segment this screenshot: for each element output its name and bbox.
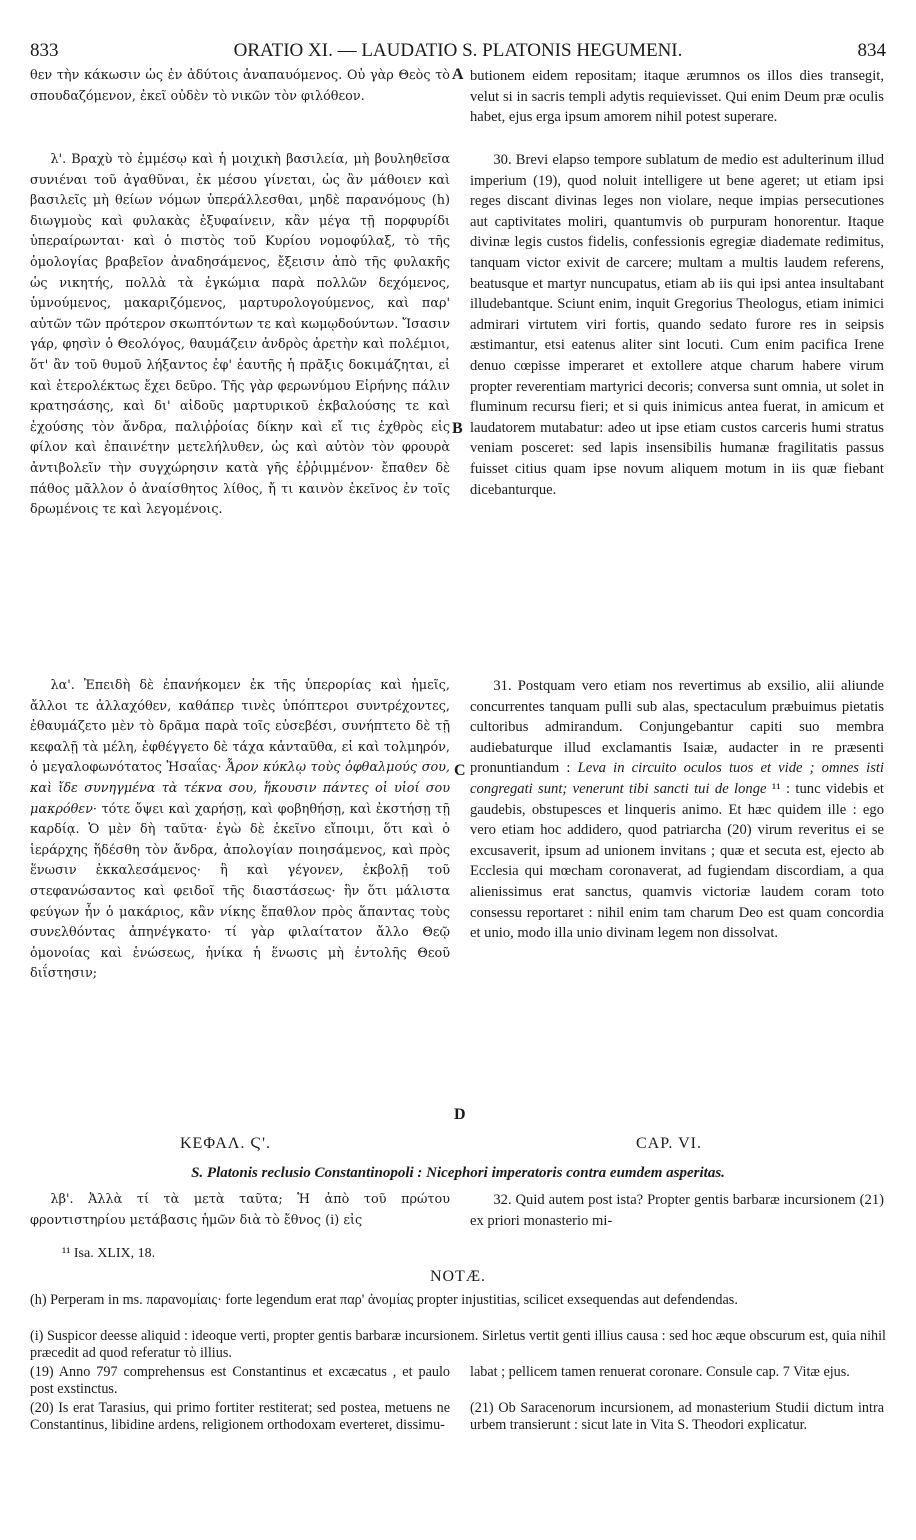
latin-text-31c: ¹¹ : tunc videbis et gaudebis, obstupesces et linqueris animo. Et hæc quidem ille : ego vero etiam hoc addidero, quod patriarcha (20) virum reveritus ei se excusaverit, ipsum ad unionem invitans ; quæ et secuta est, ejecto ab Ecclesia qui mœcham coronaverat, ad fugiendam discordiam, a qua alienissimus erat sanctus, quamvis victoriæ laudem coram toto consessu reportaret : nihil enim tam charum Deo est quam concordia et unio, modo illa unio divinam legem non dissolvat. [470,780,884,942]
chapter-subtitle: S. Platonis reclusio Constantinopoli : Nicephori imperatoris contra eumdem asperitas. [191,1165,725,1181]
latin-paragraph-30 [470,150,884,500]
greek-text-31 [30,676,450,985]
page-header [30,40,886,66]
greek-paragraph-32 [30,1190,450,1231]
latin-text-31 [470,676,884,944]
running-title: ORATIO XI. — LAUDATIO S. PLATONIS HEGUMENI. [233,40,683,61]
note-19-continued: labat ; pellicem tamen renuerat coronare. Consule cap. 7 Vitæ ejus. [470,1364,850,1380]
chapter-heading-latin: CAP. VI. [636,1135,702,1152]
greek-text-1: θεν τὴν κάκωσιν ὡς ἐν ἀδύτοις ἀναπαυόμενος. Οὐ γὰρ Θεὸς τὸ σπουδαζόμενον, ἐκεῖ οὐδὲν τὸ νικῶν τὸν φιλόθεον. [30,68,450,104]
greek-paragraph-31 [30,676,450,985]
note-19: (19) Anno 797 comprehensus est Constantinus et excæcatus , et paulo post exstinctus. [30,1364,450,1397]
scripture-reference: ¹¹ Isa. XLIX, 18. [62,1246,156,1261]
greek-text-31c: τότε ὄψει καὶ χαρήσῃ, καὶ φοβηθήσῃ, καὶ ἐκστήσῃ τῇ καρδίᾳ. Ὁ μὲν δὴ ταῦτα· ἐγὼ δὲ ἐκεῖνο εἴποιμι, ὅτι καὶ ὁ ἱεράρχης ἥδέσθη τὸν ἄνδρα, ἀπολογίαν ποιησάμενος, καὶ πρὸς ἕνωσιν ἐκκαλεσάμενος· ἣ καὶ γέγονεν, ἐκβολῇ τοῦ στεφανώσαντος καὶ φειδοῖ τῆς διαστάσεως· ἣν ὅτι μάλιστα φεύγων ἦν ὁ μακάριος, κἂν νίκης ἔπαθλον πρὸς ἅπαντας τοὺς συνελθόντας ἀπηνέγκατο· τί γὰρ φιλαίτατον ἄλλο Θεῷ ὁμονοίας καὶ ἑνώσεως, ἡνίκα ἡ ἕνωσις μὴ ἐντολῆς Θεοῦ διΐστησιν; [30,801,450,982]
latin-text-1: butionem eidem repositam; itaque ærumnos os illos dies transegit, velut si in sacris templi adytis requievisset. Qui enim Deum præ oculis habet, ejus erga ipsum amorem nihil potest superare. [470,68,884,126]
margin-marker-d: D [454,1106,466,1123]
page-number-left: 833 [30,40,59,61]
margin-marker-a: A [452,66,464,83]
note-20: (20) Is erat Tarasius, qui primo fortiter restiterat; sed postea, metuens ne Constantinus, libidine ardens, religionem orthodoxam everteret, dissimu- [30,1400,450,1433]
latin-paragraph-31 [470,676,884,944]
margin-marker-c: C [454,762,466,779]
latin-text-31a: 31. Postquam vero etiam nos revertimus ab exsilio, alii aliunde concurrentes tanquam pulli sub alas, spectaculum præbuimus pietatis cultoribus admirandum. Conjungebantur capiti suo membra audiebaturque illud exclamantis Isaiæ, audacter in re præsenti pronuntiandum : [470,678,884,777]
greek-paragraph-1 [30,66,450,107]
latin-text-32: 32. Quid autem post ista? Propter gentis barbaræ incursionem (21) ex priori monasterio mi- [470,1192,884,1229]
latin-paragraph-1 [470,66,884,128]
note-h: (h) Perperam in ms. παρανομίαις· forte legendum erat παρ' ἀνομίας propter injustitias, scilicet exsequendas aut defendendas. [30,1292,738,1308]
note-21: (21) Ob Saracenorum incursionem, ad monasterium Studii dictum intra urbem transierunt : sicut late in Vita S. Theodori explicatur. [470,1400,884,1433]
notes-heading: NOTÆ. [429,1268,487,1285]
greek-text-31a: λα'. Ἐπειδὴ δὲ ἐπανήκομεν ἐκ τῆς ὑπερορίας καὶ ἡμεῖς, ἄλλοι τε ἀλλαχόθεν, καθάπερ τινὲς ὑπόπτεροι συντρέχοντες, ἐθαυμάζετο μὲν τὸ δρᾶμα παρὰ τοῖς εὐσεβέσι, συνήπτετο δὲ τῇ κεφαλῇ τὰ μέλη, ἐφθέγγετο δὲ τάχα κἀνταῦθα, εἰ καὶ τολμηρόν, ὁ μεγαλοφωνότατος Ἡσαΐας· [30,678,450,776]
latin-text-30: 30. Brevi elapso tempore sublatum de medio est adulterinum illud imperium (19), quod noluit intelligere ut bene ageret; ut etiam ipsi reges discant divinas leges non violare, neque impias persecutiones aut captivitates moliri, quantumvis ob purpuram honorentur. Itaque divinæ legis custos fidelis, confessionis egregiæ diademate redimitus, tanquam victor exivit de carcere; multam a multis laudem referens, beatusque et martyr nuncupatus, etiam ab iis qui ipsi antea insultabant illudebantque. Sciunt enim, inquit Gregorius Theologus, etiam inimici admirari virtutem viri fortis, quando sedato furore res in seipsis æstimantur, etsi eatenus aliter sint locuti. Cum enim pacifica Irene denuo cœpisse imperaret et extollere atque charum habere virum propter reverentiam martyrici decoris; conversa sunt omnia, ut solet in fluminum recursu fieri; et si quis inimicus antea fuerat, in amicum et laudatorem mutabatur: adeo ut ipse etiam custos carceris humi stratus veniam posceret: sed lapis insensibilis humanæ fragilitatis passus fuisset citius quam ipse novum aliquem motum in iis quæ fiebant dicebanturque. [470,152,884,498]
page-number-right: 834 [857,40,886,61]
latin-paragraph-32 [470,1190,884,1231]
chapter-heading-greek: ΚΕΦΑΛ. Ϛ'. [180,1135,271,1152]
margin-marker-b: B [452,420,463,437]
greek-isaiah-quote: Ἆρον κύκλῳ τοὺς ὀφθαλμούς σου, καὶ ἴδε συνηγμένα τὰ τέκνα σου, ἥκουσιν πάντες οἱ υἱοί σου μακρόθεν· [30,760,450,817]
greek-paragraph-30 [30,150,450,521]
latin-isaiah-quote: Leva in circuito oculos tuos et vide ; omnes isti congregati sunt; venerunt tibi sancti tui de longe [470,760,884,797]
note-i: (i) Suspicor deesse aliquid : ideoque verti, propter gentis barbaræ incursionem. Sirletus vertit genti illius causa : sed hoc æque obscurum est, quia nihil præcedit ad quod referatur τὸ illius. [30,1328,886,1361]
greek-text-30: λ'. Βραχὺ τὸ ἐμμέσῳ καὶ ἡ μοιχικὴ βασιλεία, μὴ βουληθεῖσα συνιέναι τοῦ ἀγαθῦναι, ἐκ μέσου γίνεται, ὡς ἂν μάθοιεν καὶ βασιλεῖς μὴ θείων νόμων ὑπεράλλεσθαι, μηδὲ παρανόμους (h) διωγμοὺς καὶ φυλακὰς ἐξυφαίνειν, κἂν μέγα τῇ πορφυρίδι ὑπεραίρωνται· καὶ ὁ πιστὸς τοῦ Κυρίου νομοφύλαξ, τὸ τῆς ὁμολογίας βραβεῖον ἀναδησάμενος, ἔξεισιν ἀπὸ τῆς φυλακῆς ὡς νικητής, πολλὰ τὰ ἐγκώμια παρὰ πολλῶν δεχόμενος, ὑμνούμενος, μακαριζόμενος, μαρτυρολογούμενος, καὶ παρ' αὐτῶν τῶν πρότερον σκωπτόντων τε καὶ κωμῳδούντων. Ἴσασιν γάρ, φησὶν ὁ Θεολόγος, θαυμάζειν ἀνδρὸς ἀρετὴν καὶ πολέμιοι, ὅτ' ἂν τοῦ θυμοῦ λήξαντος ἐφ' ἑαυτῆς ἡ πρᾶξις δοκιμάζηται, εἰ καὶ ἑτερολέκτως ἔχει δεῦρο. Τῆς γὰρ φερωνύμου Εἰρήνης πάλιν κρατησάσης, καὶ δι' αἰδοῦς μαρτυρικοῦ ἐκβαλούσης τε καὶ ἐχούσης τὸν ἄνδρα, παλιῤῥοίας δίκην καὶ εἴ τις ἐχθρὸς εἰς φίλον καὶ ἐπαινέτην μετελήλυθεν, ὡς καὶ αὐτὸν τὸν φρουρὰ ἀντιβολεῖν τὴν συγχώρησιν κατὰ γῆς ἐῤῥιμμένον· ἔπαθεν δὲ πάθος μᾶλλον ὁ ἀναίσθητος λίθος, ἤ τι καινὸν ἐκεῖνος ἐν τοῖς δρωμένοις τε καὶ λεγομένοις. [30,152,450,518]
greek-text-32: λβ'. Ἀλλὰ τί τὰ μετὰ ταῦτα; Ἡ ἀπὸ τοῦ πρώτου φροντιστηρίου μετάβασις ἡμῶν διὰ τὸ ἔθνος (i) εἰς [30,1192,450,1228]
